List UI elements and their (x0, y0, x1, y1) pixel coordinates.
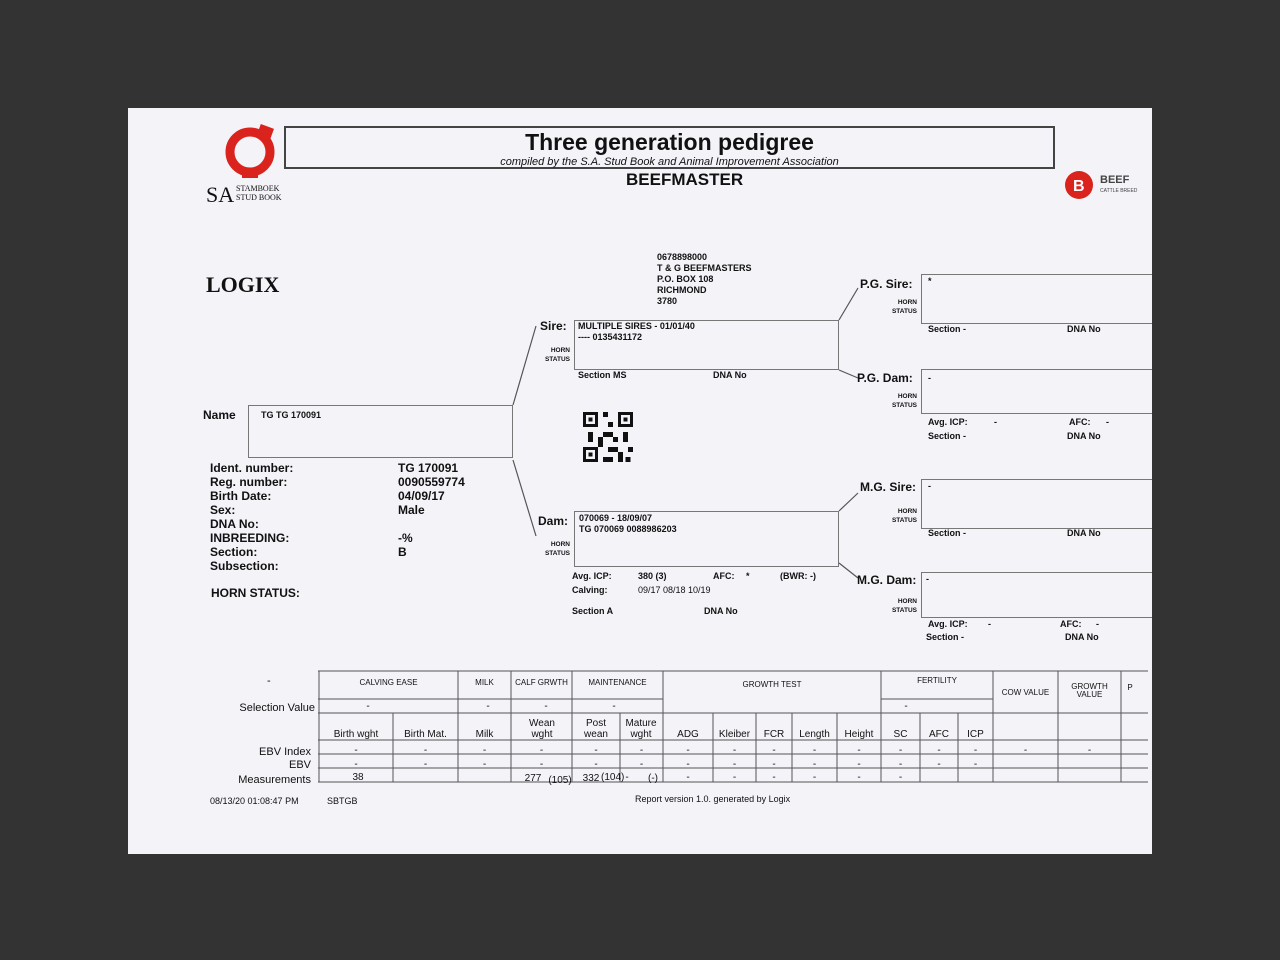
dam-horn-status: HORN STATUS (544, 541, 570, 557)
pg-sire-box (921, 274, 1152, 324)
pg-sire-horn-status: HORN STATUS (891, 299, 917, 315)
sire-label: Sire: (540, 319, 567, 333)
page-title: Three generation pedigree (525, 129, 814, 155)
mg-sire-box (921, 479, 1152, 529)
dam-bwr: (BWR: -) (780, 571, 816, 581)
measure-wean-sub: (105) (548, 775, 572, 786)
pg-dam-avg-icp-value: - (994, 417, 997, 427)
mg-dam-section: Section - (926, 632, 965, 642)
footer-report-version: Report version 1.0. generated by Logix (635, 794, 791, 804)
ebv-index-sc: - (898, 745, 903, 756)
ebv-mature: - (639, 759, 644, 770)
table-corner-dash: - (267, 675, 271, 687)
pg-dam-section: Section - (928, 431, 967, 441)
pedigree-certificate (128, 108, 1152, 854)
ebv-index-mature: - (639, 745, 644, 756)
animal-name-value: TG TG 170091 (261, 410, 322, 420)
col-height: Height (844, 729, 874, 740)
mg-dam-avg-icp-value: - (988, 619, 991, 629)
ebv-wean: - (539, 759, 544, 770)
measure-adg: - (686, 772, 690, 783)
sv-dash: - (486, 701, 490, 712)
measure-sc: - (898, 772, 903, 783)
detail-row: Ident. number: TG 170091 (210, 461, 459, 475)
detail-row: Reg. number: 0090559774 (210, 475, 465, 489)
sire-section: Section MS (578, 370, 627, 380)
mg-dam-afc: AFC: (1060, 619, 1082, 629)
pg-sire-value: * (928, 276, 932, 286)
group-growth-test: GROWTH TEST (742, 680, 802, 689)
ebv-index-birth-mat: - (423, 745, 428, 756)
sv-dash: - (612, 701, 616, 712)
dam-afc-value: * (746, 571, 750, 581)
footer-timestamp: 08/13/20 01:08:47 PM (210, 796, 299, 806)
col-fcr: FCR (763, 729, 785, 740)
ebv-height: - (857, 759, 861, 770)
measure-birth-wght: 38 (352, 772, 364, 783)
animal-details (210, 461, 465, 573)
measure-mature: - (625, 772, 629, 783)
pg-dam-avg-icp: Avg. ICP: (928, 417, 968, 427)
group-calf-growth: CALF GRWTH (515, 678, 568, 687)
mg-dam-horn-status: HORN STATUS (891, 598, 917, 614)
col-birth-wght: Birth wght (333, 729, 379, 740)
ebv-label: EBV (288, 759, 311, 771)
logix-logo: LOGIX (206, 272, 280, 297)
page-subtitle: compiled by the S.A. Stud Book and Animal Improvement Association (500, 156, 839, 168)
detail-row: DNA No: (210, 517, 259, 531)
ebv-index-kleiber: - (732, 745, 737, 756)
measure-kleiber: - (732, 772, 737, 783)
footer-user: SBTGB (327, 796, 358, 806)
measure-mature-sub: (-) (648, 773, 658, 784)
sv-dash: - (366, 701, 370, 712)
sv-dash: - (904, 701, 908, 712)
pg-sire-label: P.G. Sire: (860, 277, 913, 291)
ebv-length: - (812, 759, 817, 770)
breeder-box: P.O. BOX 108 (657, 274, 714, 284)
group-cow-value: COW VALUE (1001, 688, 1050, 697)
ebv-birth-mat: - (423, 759, 428, 770)
beefmaster-logo-subtext: CATTLE BREED (1100, 188, 1138, 194)
ebv-index-wean: - (539, 745, 544, 756)
dam-label: Dam: (538, 514, 569, 528)
group-milk: MILK (475, 678, 494, 687)
dam-afc-label: AFC: (713, 571, 735, 581)
ebv-birth-wght: - (354, 759, 358, 770)
mg-dam-label: M.G. Dam: (857, 573, 917, 587)
ebv-sc: - (898, 759, 903, 770)
pg-dam-horn-status: HORN STATUS (891, 393, 917, 409)
breeder-code: 3780 (657, 296, 678, 306)
mg-dam-value: - (926, 574, 929, 584)
pg-sire-dna: DNA No (1067, 324, 1101, 334)
ebv-kleiber: - (732, 759, 737, 770)
col-post-wean: Post wean (584, 718, 608, 740)
group-p: P (1127, 683, 1133, 692)
ebv-index-afc: - (937, 745, 941, 756)
dam-calving-value: 09/17 08/18 10/19 (638, 585, 711, 595)
col-length: Length (799, 729, 830, 740)
group-fertility: FERTILITY (917, 676, 957, 685)
dam-calving-label: Calving: (572, 585, 608, 595)
sire-line2: ---- 0135431172 (578, 332, 643, 342)
ebv-index-adg: - (686, 745, 690, 756)
group-growth-value: GROWTH VALUE (1071, 682, 1108, 699)
ebv-icp: - (973, 759, 978, 770)
measure-post-sub: (104) (601, 772, 625, 783)
ebv-index-cow-value: - (1023, 745, 1028, 756)
ebv-fcr: - (772, 759, 776, 770)
breeder-name: T & G BEEFMASTERS (657, 263, 752, 273)
mg-sire-value: - (928, 481, 931, 491)
beefmaster-logo-text: BEEF (1100, 174, 1130, 186)
sire-dna: DNA No (713, 370, 747, 380)
ebv-milk: - (482, 759, 487, 770)
breeder-phone: 0678898000 (657, 252, 708, 262)
col-kleiber: Kleiber (718, 729, 751, 740)
dam-section: Section A (572, 606, 614, 616)
mg-dam-box (921, 572, 1152, 618)
measure-fcr: - (772, 772, 776, 783)
name-label: Name (203, 408, 236, 422)
mg-dam-avg-icp: Avg. ICP: (928, 619, 968, 629)
col-sc: SC (893, 729, 908, 740)
mg-sire-dna: DNA No (1067, 528, 1101, 538)
sire-horn-status: HORN STATUS (544, 347, 570, 363)
ebv-index-length: - (812, 745, 817, 756)
ebv-index-milk: - (482, 745, 487, 756)
ebv-index-height: - (857, 745, 861, 756)
col-mature-wght: Mature wght (625, 718, 657, 740)
sire-line1: MULTIPLE SIRES - 01/01/40 (578, 321, 695, 331)
ebv-index-birth-wght: - (354, 745, 358, 756)
group-maintenance: MAINTENANCE (588, 678, 647, 687)
svg-text:B: B (1073, 178, 1085, 195)
detail-row: Subsection: (210, 559, 279, 573)
mg-sire-label: M.G. Sire: (860, 480, 917, 494)
ebv-index-icp: - (973, 745, 978, 756)
stamboek-text: STAMBOEK (236, 184, 280, 193)
ebv-afc: - (937, 759, 941, 770)
mg-sire-section: Section - (928, 528, 967, 538)
pg-sire-section: Section - (928, 324, 967, 334)
detail-row: INBREEDING: -% (210, 531, 413, 545)
breeder-town: RICHMOND (657, 285, 707, 295)
ebv-index-growth-value: - (1087, 745, 1092, 756)
col-wean-wght: Wean wght (529, 718, 555, 740)
studbook-text: STUD BOOK (236, 193, 282, 202)
pg-dam-value: - (928, 373, 931, 383)
dam-line1: 070069 - 18/09/07 (579, 513, 653, 523)
detail-row: Birth Date: 04/09/17 (210, 489, 445, 503)
pg-dam-label: P.G. Dam: (857, 371, 913, 385)
pg-dam-afc-value: - (1106, 417, 1109, 427)
detail-row: Section: B (210, 545, 407, 559)
mg-dam-dna: DNA No (1065, 632, 1099, 642)
col-birth-mat: Birth Mat. (404, 729, 447, 740)
ebv-post: - (594, 759, 598, 770)
horn-status-label: HORN STATUS: (211, 586, 300, 600)
ebv-index-fcr: - (772, 745, 776, 756)
qr-code-icon (583, 412, 633, 462)
col-icp: ICP (967, 729, 984, 740)
ebv-index-post: - (594, 745, 598, 756)
dam-avg-icp-label: Avg. ICP: (572, 571, 612, 581)
measure-post: 332 (582, 773, 600, 784)
measurements-label: Measurements (238, 774, 311, 786)
pg-dam-dna: DNA No (1067, 431, 1101, 441)
dam-dna: DNA No (704, 606, 738, 616)
sv-dash: - (544, 701, 548, 712)
sa-text: SA (206, 182, 235, 207)
measure-length: - (812, 772, 817, 783)
detail-row: Sex: Male (210, 503, 425, 517)
dam-avg-icp-value: 380 (3) (638, 571, 667, 581)
col-afc: AFC (929, 729, 949, 740)
selection-value-label: Selection Value (239, 702, 315, 714)
col-milk: Milk (475, 729, 494, 740)
pg-dam-box (921, 369, 1152, 414)
mg-dam-afc-value: - (1096, 619, 1099, 629)
breed-name: BEEFMASTER (626, 170, 744, 189)
measure-height: - (857, 772, 861, 783)
ebv-adg: - (686, 759, 690, 770)
group-calving-ease: CALVING EASE (359, 678, 418, 687)
measure-wean: 277 (524, 773, 542, 784)
dam-line2: TG 070069 0088986203 (579, 524, 677, 534)
mg-sire-horn-status: HORN STATUS (891, 508, 917, 524)
ebv-index-label: EBV Index (259, 746, 311, 758)
col-adg: ADG (677, 729, 699, 740)
pg-dam-afc: AFC: (1069, 417, 1091, 427)
